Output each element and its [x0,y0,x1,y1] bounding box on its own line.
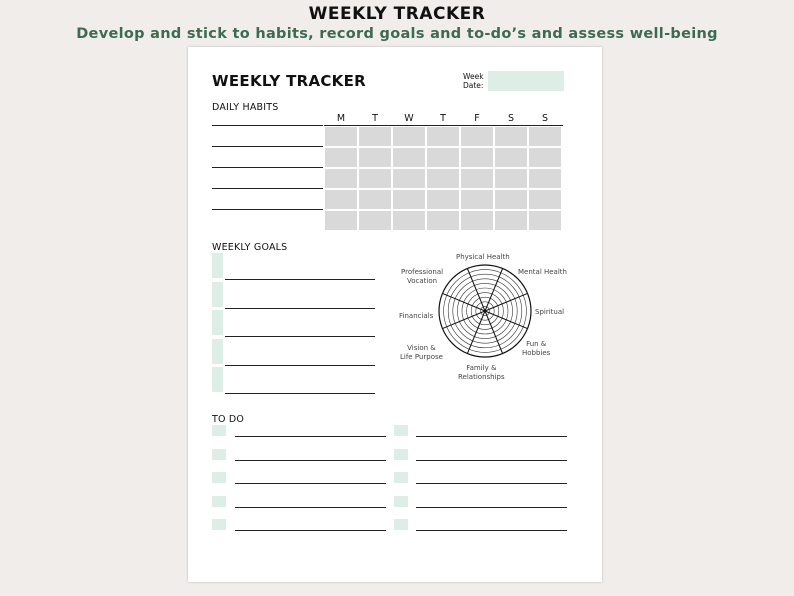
wheel-label-professional [401,268,443,286]
todo-line[interactable] [416,483,567,484]
todo-line[interactable] [235,507,386,508]
goal-checkbox[interactable] [212,253,223,278]
week-date-label [463,72,484,90]
goal-line[interactable] [225,308,375,309]
todo-checkbox[interactable] [394,449,408,460]
habit-checkbox-cell[interactable] [393,190,425,209]
todo-line[interactable] [416,460,567,461]
todo-checkbox[interactable] [212,425,226,436]
wheel-label-fun-hobbies [522,340,550,358]
sheet-title: WEEKLY TRACKER [212,72,366,90]
wheel-label-family-line1: Family & [466,364,497,372]
habit-name-line[interactable] [212,146,323,147]
daily-habits-heading: DAILY HABITS [212,102,279,113]
day-header: S [507,113,515,124]
day-header: S [541,113,549,124]
week-label: Week [463,72,484,81]
habit-checkbox-cell[interactable] [427,169,459,188]
tracker-sheet [188,47,602,582]
habit-checkbox-cell[interactable] [427,148,459,167]
habit-checkbox-cell[interactable] [495,127,527,146]
wheel-label-family-line2: Relationships [458,373,505,381]
goal-checkbox[interactable] [212,367,223,392]
date-label: Date: [463,81,484,90]
day-header: T [372,113,378,124]
todo-line[interactable] [416,436,567,437]
wheel-label-fun-line1: Fun & [526,340,547,348]
goal-checkbox[interactable] [212,339,223,364]
wheel-label-vision-line1: Vision & [407,344,436,352]
wheel-label-professional-line2: Vocation [407,277,438,285]
habit-checkbox-cell[interactable] [325,127,357,146]
wellbeing-wheel[interactable] [438,264,532,358]
wheel-label-spiritual: Spiritual [535,308,565,316]
habit-checkbox-cell[interactable] [461,127,493,146]
day-header: F [474,113,480,124]
day-header: M [336,113,346,124]
todo-checkbox[interactable] [212,496,226,507]
habit-checkbox-cell[interactable] [529,148,561,167]
habit-checkbox-cell[interactable] [529,127,561,146]
goal-line[interactable] [225,365,375,366]
habit-name-line[interactable] [212,167,323,168]
week-date-field[interactable] [488,71,564,91]
habit-checkbox-cell[interactable] [427,127,459,146]
habit-checkbox-cell[interactable] [359,211,391,230]
habit-checkbox-cell[interactable] [359,148,391,167]
habit-name-line[interactable] [212,209,323,210]
habit-checkbox-cell[interactable] [529,169,561,188]
habit-checkbox-cell[interactable] [325,211,357,230]
habit-checkbox-cell[interactable] [495,169,527,188]
goal-line[interactable] [225,393,375,394]
habit-checkbox-cell[interactable] [359,127,391,146]
banner-subtitle: Develop and stick to habits, record goals and to-do’s and assess well-being [76,26,718,42]
wheel-label-financials: Financials [399,312,434,320]
weekly-goals-heading: WEEKLY GOALS [212,242,288,253]
habit-checkbox-cell[interactable] [495,211,527,230]
todo-line[interactable] [235,483,386,484]
goal-checkbox[interactable] [212,282,223,307]
habit-checkbox-cell[interactable] [325,148,357,167]
habit-checkbox-cell[interactable] [325,190,357,209]
habit-name-line[interactable] [212,188,323,189]
todo-line[interactable] [416,530,567,531]
todo-checkbox[interactable] [212,519,226,530]
goal-checkbox[interactable] [212,310,223,335]
day-header: W [404,113,414,124]
wheel-label-vision-line2: Life Purpose [400,353,443,361]
todo-checkbox[interactable] [394,472,408,483]
habit-checkbox-cell[interactable] [393,148,425,167]
habit-checkbox-cell[interactable] [359,169,391,188]
habit-grid-topline [324,125,563,126]
habit-checkbox-cell[interactable] [427,190,459,209]
habit-checkbox-cell[interactable] [495,148,527,167]
habit-checkbox-cell[interactable] [393,127,425,146]
wheel-label-fun-line2: Hobbies [522,349,551,357]
wheel-label-family [458,364,505,382]
wheel-label-professional-line1: Professional [401,268,444,276]
habit-checkbox-cell[interactable] [359,190,391,209]
todo-checkbox[interactable] [394,519,408,530]
wheel-label-mental-health: Mental Health [518,268,567,276]
wheel-label-vision [400,344,443,362]
todo-checkbox[interactable] [394,425,408,436]
banner-title: WEEKLY TRACKER [308,4,486,24]
todo-line[interactable] [235,460,386,461]
todo-checkbox[interactable] [394,496,408,507]
goal-line[interactable] [225,279,375,280]
todo-line[interactable] [235,530,386,531]
wheel-label-physical-health: Physical Health [456,253,510,261]
habit-checkbox-cell[interactable] [461,211,493,230]
todo-checkbox[interactable] [212,449,226,460]
todo-heading: TO DO [212,414,245,425]
todo-checkbox[interactable] [212,472,226,483]
habit-checkbox-cell[interactable] [529,211,561,230]
habit-checkbox-cell[interactable] [325,169,357,188]
habit-checkbox-cell[interactable] [427,211,459,230]
habit-checkbox-cell[interactable] [461,190,493,209]
habit-checkbox-cell[interactable] [529,190,561,209]
habit-checkbox-cell[interactable] [461,169,493,188]
habit-checkbox-cell[interactable] [461,148,493,167]
todo-line[interactable] [235,436,386,437]
habit-checkbox-cell[interactable] [495,190,527,209]
habit-name-line[interactable] [212,125,323,126]
habit-checkbox-cell[interactable] [393,169,425,188]
goal-line[interactable] [225,336,375,337]
day-header: T [440,113,446,124]
todo-line[interactable] [416,507,567,508]
habit-checkbox-cell[interactable] [393,211,425,230]
